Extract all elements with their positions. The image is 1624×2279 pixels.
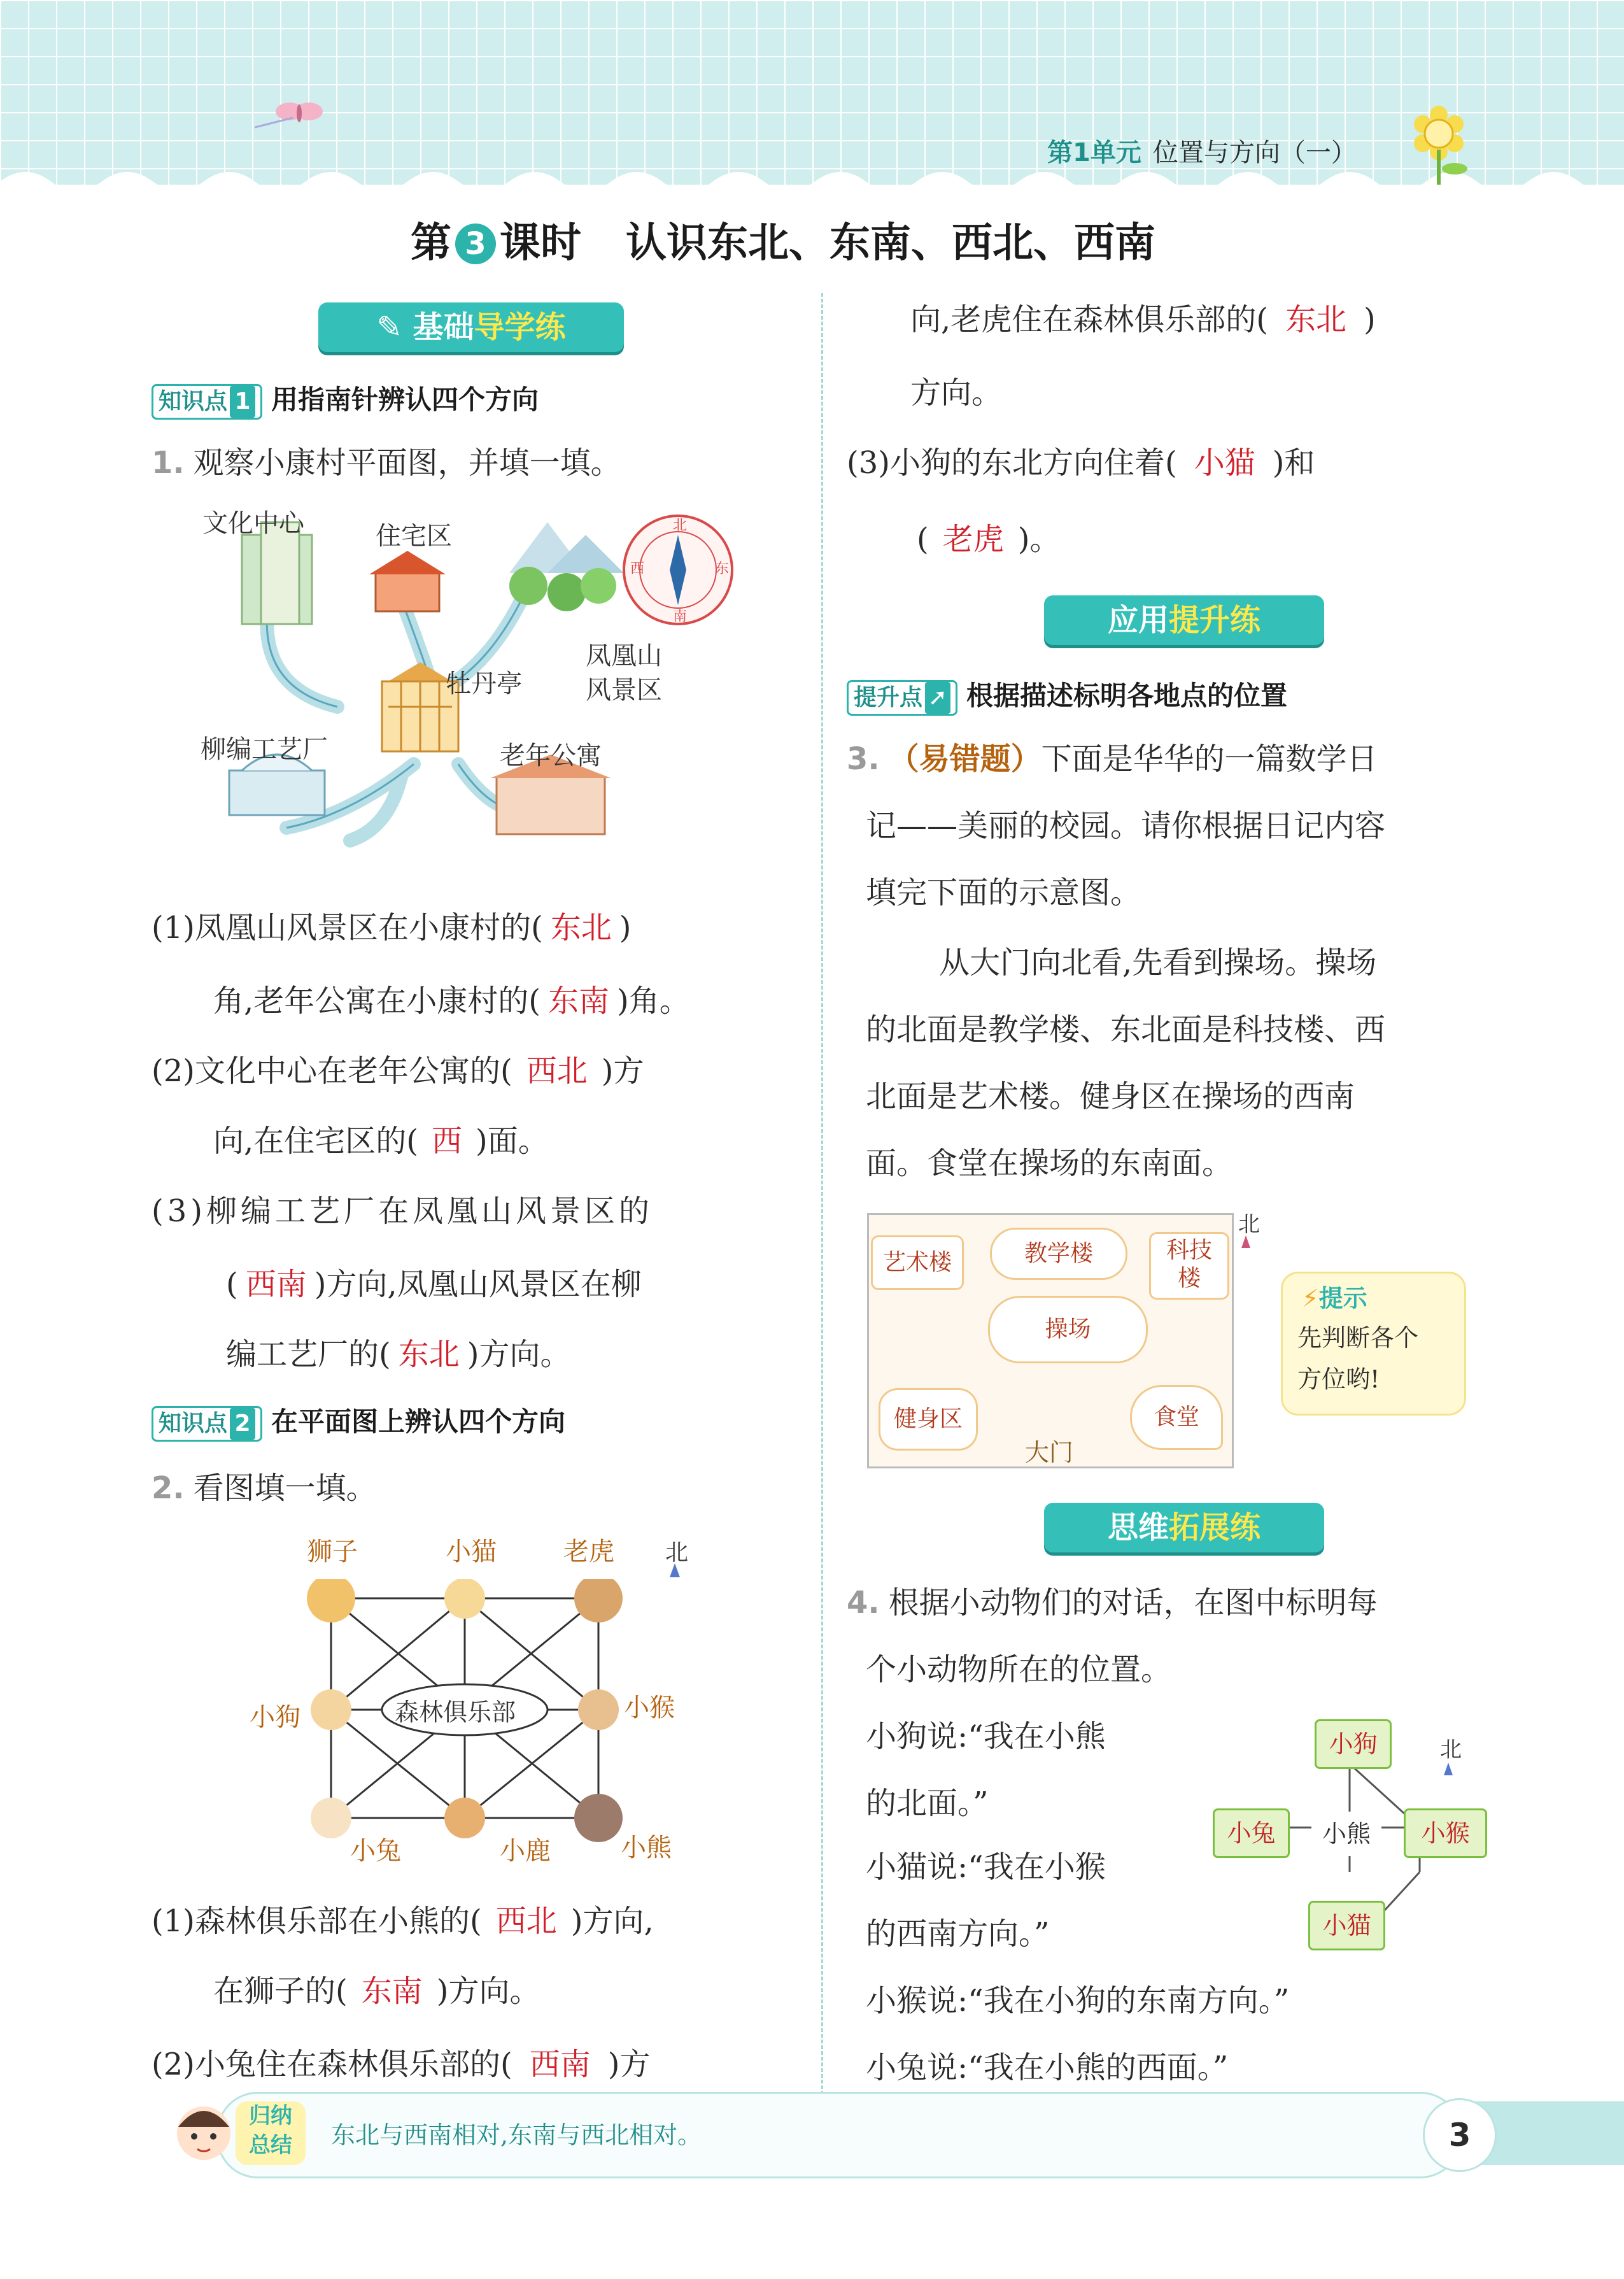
campus-field: 操场 (988, 1296, 1148, 1363)
map-label-residential: 住宅区 (376, 522, 452, 551)
map-label-wicker: 柳编工艺厂 (201, 735, 328, 764)
answer-field[interactable]: 西北 (495, 1903, 557, 1939)
upgrade-point-1: 提升点 ➚ 根据描述标明各地点的位置 (847, 675, 1287, 716)
map-label-mountain: 凤凰山 (586, 641, 662, 671)
section-think-banner: 思维拓展练 (1044, 1503, 1324, 1552)
hint-line1: 先判断各个 (1297, 1324, 1419, 1352)
hint-line2: 方位哟! (1297, 1365, 1380, 1393)
child-avatar-icon (169, 2095, 239, 2178)
animal-cat: 小猫 (446, 1537, 497, 1566)
q4-line1: 4. 根据小动物们的对话，在图中标明每 (847, 1585, 1378, 1621)
q4-d1a: 小狗说:“我在小熊 (866, 1719, 1106, 1754)
q4-box-dog: 小狗 (1315, 1719, 1392, 1769)
answer-field[interactable]: 小猫 (1194, 445, 1255, 481)
q4-box-rabbit: 小兔 (1213, 1808, 1290, 1858)
svg-text:东: 东 (715, 561, 730, 577)
q4-d4: 小兔说:“我在小熊的西面。” (866, 2050, 1229, 2085)
q2-part3-line2: ( 老虎 )。 (917, 506, 1060, 572)
knowledge-point-1: 知识点 1 用指南针辨认四个方向 (152, 379, 539, 420)
animal-deer: 小鹿 (500, 1836, 551, 1866)
q4-d1b: 的北面。” (866, 1786, 989, 1821)
north-label-q4: 北 (1440, 1737, 1462, 1763)
column-divider (821, 293, 823, 2095)
q4-box-cat: 小猫 (1308, 1901, 1385, 1950)
animal-rabbit: 小兔 (350, 1836, 401, 1866)
map-label-culture: 文化中心 (202, 509, 304, 538)
q3-line2: 记——美丽的校园。请你根据日记内容 (866, 808, 1386, 844)
map-label-pavilion: 牡丹亭 (446, 669, 522, 699)
map-label-elderly: 老年公寓 (500, 741, 602, 770)
q1-part3-line1: (3)柳编工艺厂在凤凰山风景区的 (152, 1193, 653, 1229)
answer-field[interactable]: 西南 (245, 1267, 307, 1302)
q4-line2: 个小动物所在的位置。 (866, 1652, 1172, 1687)
flower-icon (1401, 89, 1490, 185)
page-number: 3 (1423, 2098, 1497, 2172)
q4-box-monkey: 小猴 (1404, 1808, 1487, 1858)
animal-dog: 小狗 (250, 1703, 300, 1732)
summary-tag: 归纳 总结 (236, 2101, 306, 2165)
animal-monkey: 小猴 (624, 1693, 675, 1722)
section-apply-banner: 应用提升练 (1044, 595, 1324, 645)
header-wave (0, 162, 1624, 201)
answer-field[interactable]: 东南 (361, 1973, 423, 2009)
section-basic-banner: ✎ 基础导学练 (318, 302, 624, 352)
north-label-q3: 北 (1238, 1212, 1260, 1237)
answer-field[interactable]: 西 (431, 1123, 462, 1159)
q2-part1-line2: 在狮子的( 东南 )方向。 (213, 1958, 540, 2024)
q1-part2-line2: 向,在住宅区的( 西 )面。 (213, 1108, 549, 1174)
compass-north: 北 (673, 518, 688, 534)
q4-d2b: 的西南方向。” (866, 1916, 1050, 1952)
q3-diary2: 的北面是教学楼、东北面是科技楼、西 (866, 1012, 1386, 1047)
q1-part3-line2: ( 西南 )方向,凤凰山风景区在柳 (226, 1251, 642, 1317)
q1-part3-line3: 编工艺厂的( 东北 )方向。 (226, 1321, 570, 1388)
q2-part2-line2: 向,老虎住在森林俱乐部的( 东北 ) (910, 287, 1376, 353)
q1-stem: 1. 观察小康村平面图，并填一填。 (152, 445, 621, 481)
q3-line3: 填完下面的示意图。 (866, 875, 1141, 911)
q1-part1-line2: 角,老年公寓在小康村的( 东南 )角。 (213, 968, 690, 1034)
lesson-title: 第 3 课时 认识东北、东南、西北、西南 (411, 220, 1155, 267)
campus-art: 艺术楼 (871, 1235, 964, 1290)
answer-field[interactable]: 老虎 (942, 522, 1004, 557)
campus-sci: 科技 楼 (1149, 1232, 1229, 1300)
q2-part2-line3: 方向。 (910, 375, 1003, 411)
map-label-scenic: 风景区 (586, 676, 662, 705)
animal-bear: 小熊 (621, 1833, 672, 1863)
svg-text:西: 西 (630, 561, 645, 577)
north-arrow-icon (1241, 1235, 1250, 1248)
knowledge-point-2: 知识点 2 在平面图上辨认四个方向 (152, 1401, 565, 1442)
animal-tiger: 老虎 (563, 1537, 614, 1566)
q3-diary4: 面。食堂在操场的东南面。 (866, 1146, 1233, 1181)
q4-label-bear: 小熊 (1311, 1812, 1381, 1856)
q2-part1-line1: (1)森林俱乐部在小熊的( 西北 )方向, (152, 1888, 654, 1954)
north-label-q2: 北 (665, 1540, 689, 1566)
q1-part2-line1: (2)文化中心在老年公寓的( 西北 )方 (152, 1038, 644, 1104)
answer-field[interactable]: 西南 (529, 2047, 591, 2082)
answer-field[interactable]: 西北 (526, 1053, 588, 1089)
campus-gym: 健身区 (879, 1388, 978, 1451)
answer-field[interactable]: 东南 (547, 983, 609, 1019)
campus-gate: 大门 (1025, 1438, 1074, 1466)
hint-title: ⚡提示 (1302, 1284, 1367, 1312)
answer-field[interactable]: 东北 (398, 1337, 460, 1372)
forest-club-label: 森林俱乐部 (395, 1698, 516, 1726)
svg-text:南: 南 (673, 609, 688, 625)
unit-label: 第1单元 位置与方向（一） (1047, 138, 1357, 167)
butterfly-icon (255, 89, 344, 140)
answer-field[interactable]: 东北 (1285, 302, 1346, 337)
q3-diary3: 北面是艺术楼。健身区在操场的西南 (866, 1079, 1355, 1114)
q1-part1-line1: (1)凤凰山风景区在小康村的( 东北 ) (152, 895, 631, 961)
q3-diary1: 从大门向北看,先看到操场。操场 (939, 945, 1377, 981)
summary-text: 东北与西南相对,东南与西北相对。 (331, 2121, 702, 2149)
north-arrow-icon (1444, 1763, 1453, 1775)
north-arrow-icon (670, 1563, 680, 1577)
q3-line1: 3. （易错题）下面是华华的一篇数学日 (847, 741, 1378, 777)
q4-d3: 小猴说:“我在小狗的东南方向。” (866, 1983, 1290, 2019)
q2-part3-line1: (3)小狗的东北方向住着( 小猫 )和 (847, 430, 1315, 496)
header-band (0, 0, 1624, 185)
q4-d2a: 小猫说:“我在小猴 (866, 1849, 1106, 1885)
campus-teach: 教学楼 (990, 1228, 1127, 1280)
q2-stem: 2. 看图填一填。 (152, 1470, 377, 1506)
animal-lion: 狮子 (307, 1537, 358, 1566)
answer-field[interactable]: 东北 (550, 910, 612, 946)
campus-canteen: 食堂 (1130, 1385, 1223, 1450)
q2-part2-line1: (2)小兔住在森林俱乐部的( 西南 )方 (152, 2031, 650, 2098)
